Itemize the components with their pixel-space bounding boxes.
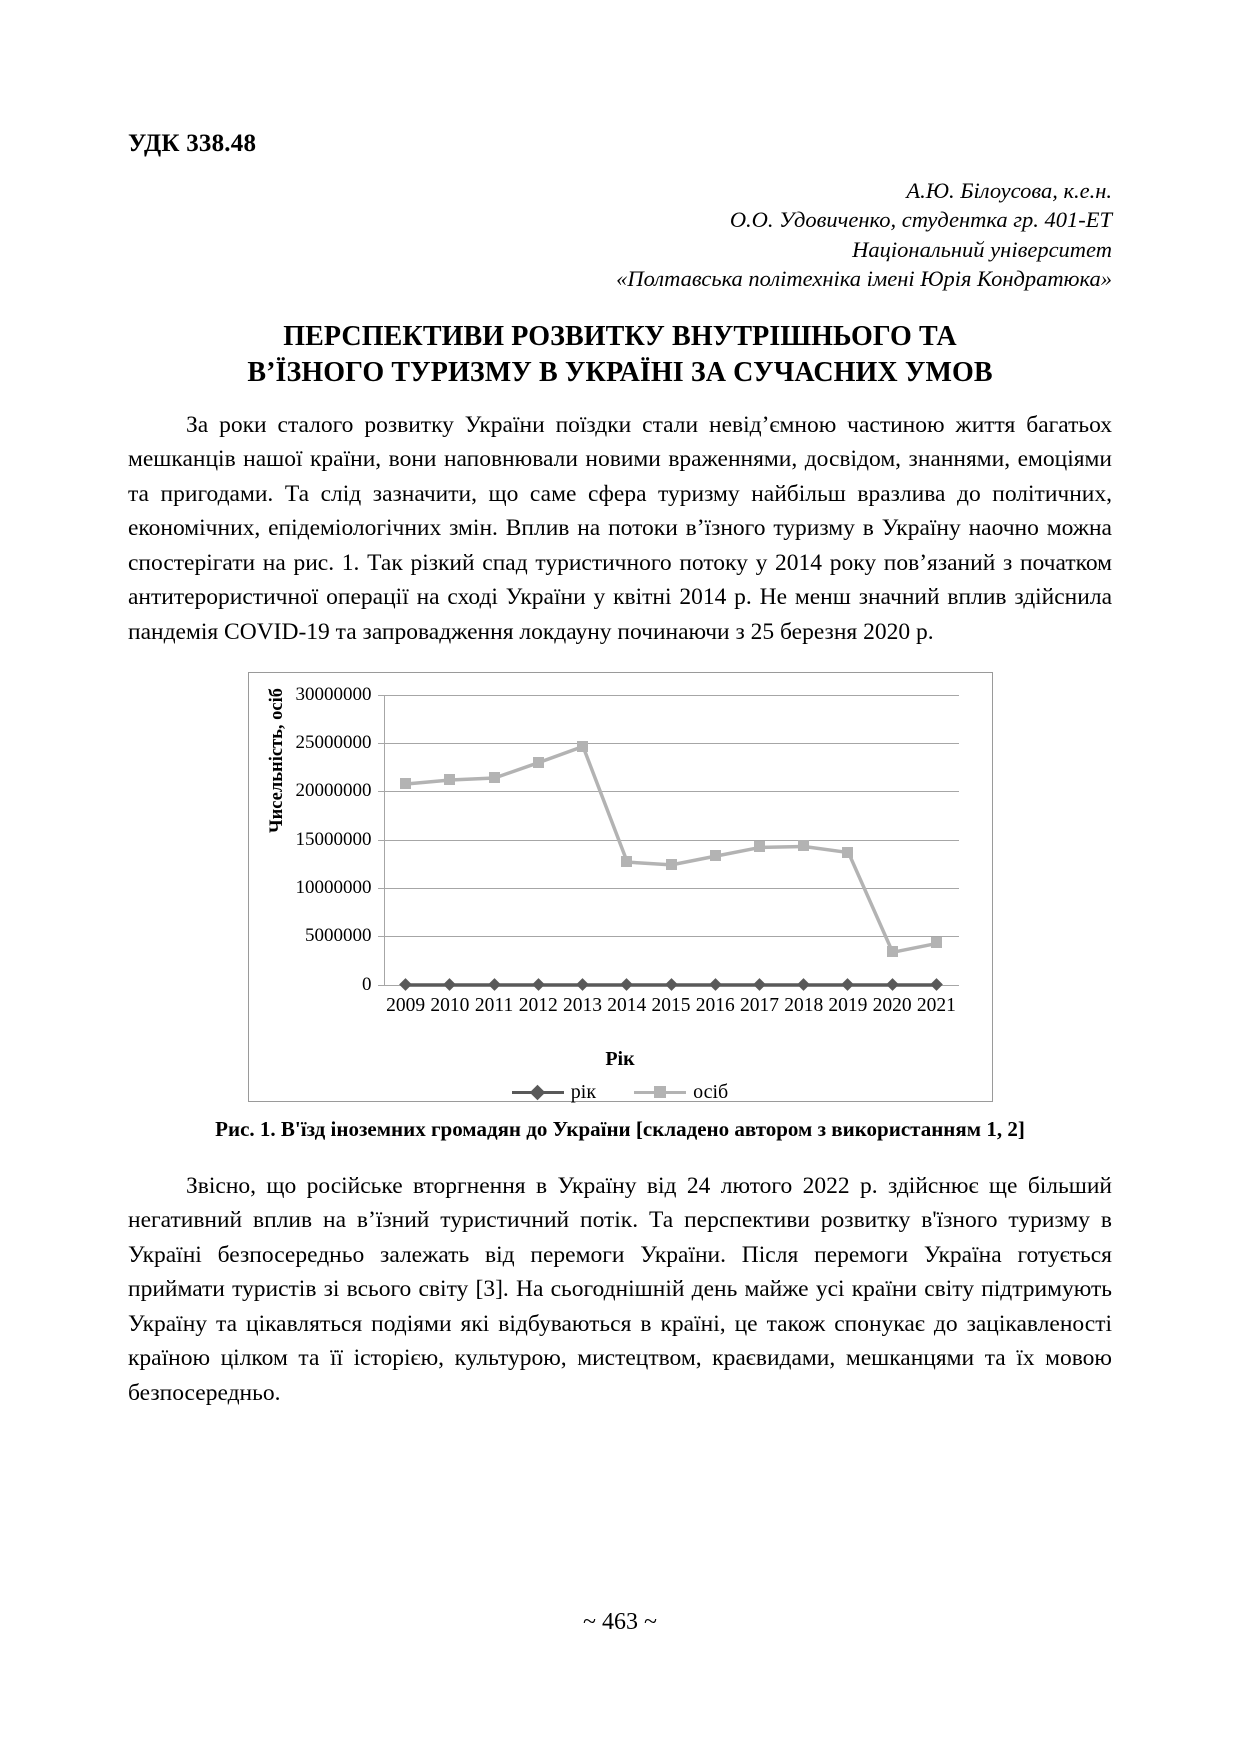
author-line-2: О.О. Удовиченко, студентка гр. 401-ЕТ bbox=[729, 207, 1112, 233]
chart-legend-label: рік bbox=[570, 1080, 597, 1103]
chart-y-tick-label: 25000000 bbox=[295, 731, 372, 753]
figure-caption: Рис. 1. В'їзд іноземних громадян до України [складено автором з використанням 1, 2] bbox=[215, 1116, 1025, 1141]
affiliation-line-1: Національний університет bbox=[852, 236, 1112, 262]
chart-x-axis-title: Рік bbox=[605, 1047, 635, 1070]
chart-x-tick-label: 2021 bbox=[916, 994, 956, 1016]
chart-plot-area bbox=[295, 683, 959, 1016]
chart-x-tick-label: 2018 bbox=[784, 994, 824, 1016]
chart-x-tick-label: 2017 bbox=[739, 994, 779, 1016]
chart-legend-swatch bbox=[512, 1091, 564, 1094]
author-block bbox=[128, 176, 1112, 293]
diamond-marker-icon bbox=[530, 1084, 546, 1100]
title-line-1: ПЕРСПЕКТИВИ РОЗВИТКУ ВНУТРІШНЬОГО ТА bbox=[283, 321, 957, 352]
chart-x-tick-label: 2016 bbox=[695, 994, 735, 1016]
chart-x-tick-label: 2019 bbox=[828, 994, 868, 1016]
title-line-2: В’ЇЗНОГО ТУРИЗМУ В УКРАЇНІ ЗА СУЧАСНИХ УМОВ bbox=[247, 357, 993, 389]
chart-y-tick bbox=[378, 985, 384, 986]
chart-data-point bbox=[842, 847, 853, 858]
chart-x-tick-label: 2014 bbox=[607, 994, 647, 1016]
chart-y-tick-label: 15000000 bbox=[295, 828, 372, 850]
paragraph-intro: За роки сталого розвитку України поїздки стали невід’ємною частиною життя багатьох мешканців нашої країни, вони наповнювали новими враженнями, досвідом, знаннями, емоціями та пригодами. Та слід зазначити, що саме сфера туризму найбільш вразлива до політичних, економічних, епідеміологічних змін. Вплив на потоки в’їзного туризму в Україну наочно можна спостерігати на рис. 1. Так різкий спад туристичного потоку у 2014 року пов’язаний з початком антитерористичної операції на сході України у квітні 2014 р. Не менш значний вплив здійснила пандемія COVID-19 та запровадження локдауну починаючи з 25 березня 2020 р. bbox=[128, 411, 1112, 645]
affiliation-line-2: «Полтавська політехніка імені Юрія Кондратюка» bbox=[616, 265, 1112, 291]
chart-series-line bbox=[406, 746, 937, 952]
chart-x-tick-label: 2009 bbox=[386, 994, 426, 1016]
chart-data-point bbox=[798, 840, 809, 851]
paragraph-conclusion: Звісно, що російське вторгнення в Україну від 24 лютого 2022 р. здійснює ще більший негативний вплив на в’їзний туристичний потік. Та перспективи розвитку в'їзного туризму в Україні безпосередньо залежать від перемоги України. Після перемоги Україна готується приймати туристів зі всього світу [3]. На сьогоднішній день майже усі країни світу підтримують Україну та цікавляться подіями які відбуваються в країні, це також спонукає до зацікавленості країною цілком та її історією, культурою, мистецтвом, краєвидами, мешканцями та їх мовою безпосередньо. bbox=[128, 1172, 1112, 1406]
chart-y-axis-title: Чисельність, осіб bbox=[266, 687, 287, 833]
chart-series-layer bbox=[384, 695, 959, 985]
chart-data-point bbox=[621, 856, 632, 867]
page-title bbox=[128, 319, 1112, 392]
chart-data-point bbox=[577, 741, 588, 752]
chart-y-tick-label: 30000000 bbox=[295, 683, 372, 705]
chart-legend-item bbox=[634, 1081, 728, 1104]
square-marker-icon bbox=[654, 1086, 666, 1098]
figure-1 bbox=[128, 672, 1112, 1143]
chart-data-point bbox=[710, 850, 721, 861]
chart-y-tick-label: 0 bbox=[362, 973, 372, 995]
chart-data-point bbox=[444, 774, 455, 785]
author-line-1: А.Ю. Білоусова, к.е.н. bbox=[906, 178, 1112, 203]
chart-container bbox=[248, 672, 993, 1102]
chart-x-tick-label: 2012 bbox=[518, 994, 558, 1016]
chart-x-tick-label: 2015 bbox=[651, 994, 691, 1016]
chart-legend-item bbox=[512, 1081, 596, 1104]
chart-x-tick-label: 2011 bbox=[474, 994, 514, 1016]
chart-x-tick-label: 2010 bbox=[430, 994, 470, 1016]
chart-y-tick-label: 5000000 bbox=[305, 925, 372, 947]
chart-data-point bbox=[666, 859, 677, 870]
chart-data-point bbox=[489, 772, 500, 783]
chart-legend-label: осіб bbox=[693, 1080, 729, 1103]
udk-code: УДК 338.48 bbox=[128, 130, 257, 157]
chart-data-point bbox=[931, 937, 942, 948]
chart-data-point bbox=[887, 946, 898, 957]
chart-x-tick-label: 2020 bbox=[872, 994, 912, 1016]
chart-y-tick-label: 10000000 bbox=[295, 876, 372, 898]
chart-data-point bbox=[400, 778, 411, 789]
chart-data-point bbox=[754, 841, 765, 852]
chart-y-tick-label: 20000000 bbox=[295, 780, 372, 802]
chart-legend bbox=[249, 1081, 992, 1104]
chart-data-point bbox=[533, 757, 544, 768]
page-number: ~ 463 ~ bbox=[583, 1609, 657, 1635]
chart-legend-swatch bbox=[634, 1091, 686, 1094]
chart-x-tick-label: 2013 bbox=[563, 994, 603, 1016]
